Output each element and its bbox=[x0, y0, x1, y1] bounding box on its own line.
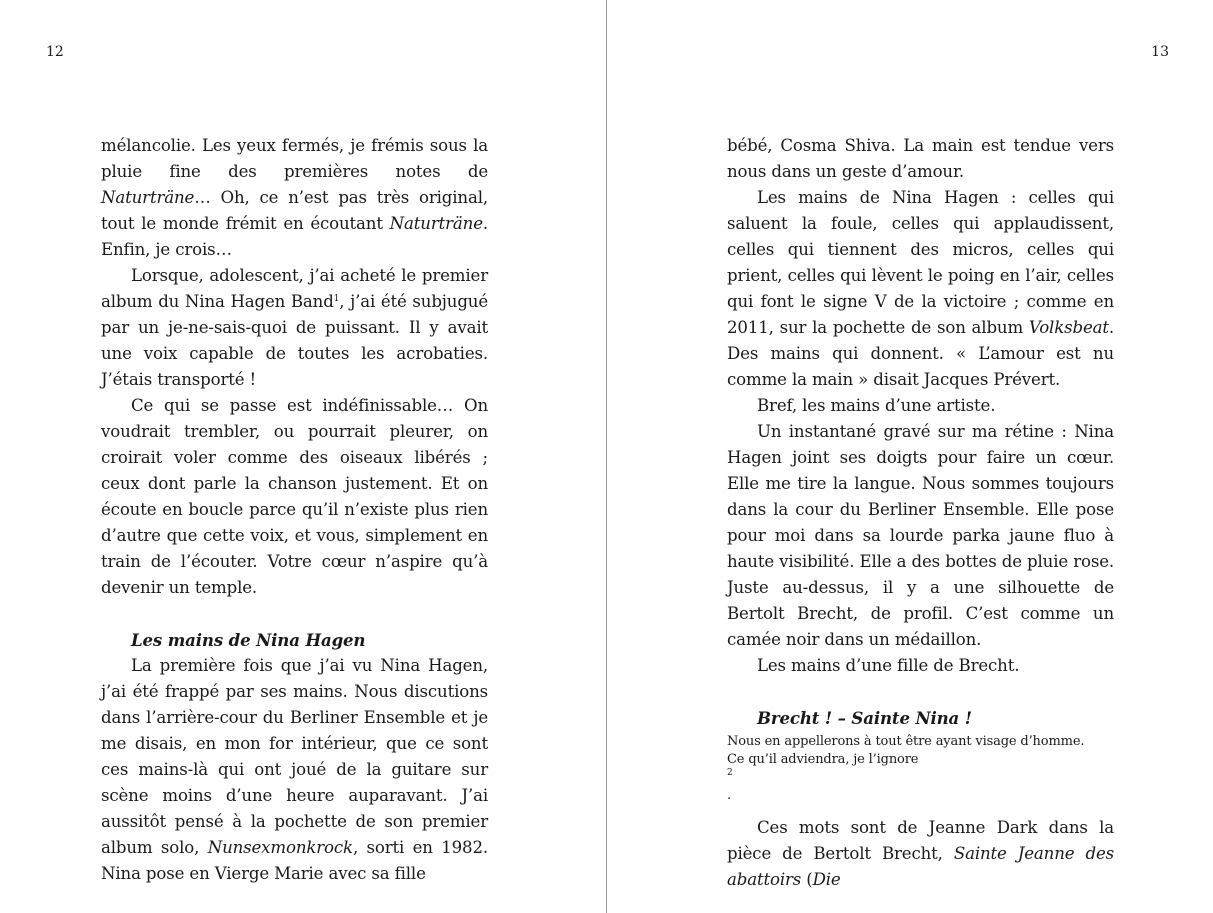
right-text-column bbox=[727, 133, 1114, 893]
footnote-ref[interactable]: 1 bbox=[333, 294, 340, 304]
page-number-right: 13 bbox=[1151, 44, 1169, 60]
section-heading: Brecht ! – Sainte Nina ! bbox=[757, 708, 972, 728]
album-title: Naturträne bbox=[101, 188, 195, 207]
album-title: Naturträne bbox=[389, 214, 483, 233]
paragraph: Les mains de Nina Hagen : celles qui saluent la foule, celles qui applaudissent, celles qui tiennent des micros, celles qui prient, celles qui lèvent le poing en l’air, celles qui font le signe V de la victoire ; comme en 2011, sur la pochette de son album Volksbeat. Des mains qui donnent. « L’amour est nu comme la main » disait Jacques Prévert. bbox=[727, 188, 1114, 389]
right-page bbox=[607, 0, 1213, 913]
play-title-original: Die bbox=[812, 870, 841, 889]
section-heading: Les mains de Nina Hagen bbox=[131, 630, 366, 650]
left-text-column bbox=[101, 133, 488, 887]
epigraph-line: Ce qu’il adviendra, je l’ignore $^2$ . bbox=[727, 752, 919, 803]
paragraph: bébé, Cosma Shiva. La main est tendue vers nous dans un geste d’amour. bbox=[727, 136, 1114, 181]
footnote-ref[interactable]: 2 bbox=[727, 768, 733, 778]
paragraph: La première fois que j’ai vu Nina Hagen, j’ai été frappé par ses mains. Nous discutions dans l’arrière-cour du Berliner Ensemble et je me disais, en mon for intérieur, que ce sont ces mains-là qui ont joué de la guitare sur scène moins d’une heure auparavant. J’ai aussitôt pensé à la pochette de son premier album solo, Nunsexmonkrock, sorti en 1982. Nina pose en Vierge Marie avec sa fille bbox=[101, 656, 488, 883]
paragraph: mélancolie. Les yeux fermés, je frémis sous la pluie fine des premières notes de Naturträne… Oh, ce n’est pas très original, tout le monde frémit en écoutant Naturträne. Enfin, je crois… bbox=[101, 136, 488, 259]
epigraph-quote bbox=[727, 733, 1114, 805]
page-number-left: 12 bbox=[46, 44, 64, 60]
album-title: Volksbeat bbox=[1028, 318, 1109, 337]
paragraph: Un instantané gravé sur ma rétine : Nina Hagen joint ses doigts pour faire un cœur. Elle me tire la langue. Nous sommes toujours dans la cour du Berliner Ensemble. Elle pose pour moi dans sa lourde parka jaune fluo à haute visibilité. Elle a des bottes de pluie rose. Juste au-dessus, il y a une silhouette de Bertolt Brecht, de profil. C’est comme un camée noir dans un médaillon. bbox=[727, 422, 1114, 649]
paragraph: Ces mots sont de Jeanne Dark dans la pièce de Bertolt Brecht, Sainte Jeanne des abattoirs (Die bbox=[727, 818, 1114, 889]
paragraph: Bref, les mains d’une artiste. bbox=[757, 396, 996, 415]
paragraph: Lorsque, adolescent, j’ai acheté le premier album du Nina Hagen Band$^1$, j’ai été subjugué par un je-ne-sais-quoi de puissant. Il y avait une voix capable de toutes les acrobaties. J’étais transporté ! bbox=[101, 266, 488, 389]
album-title: Nunsexmonkrock bbox=[207, 838, 353, 857]
paragraph: Ce qui se passe est indéfinissable… On voudrait trembler, ou pourrait pleurer, on croirait voler comme des oiseaux libérés ; ceux dont parle la chanson justement. Et on écoute en boucle parce qu’il n’existe plus rien d’autre que cette voix, et vous, simplement en train de l’écouter. Votre cœur n’aspire qu’à devenir un temple. bbox=[101, 396, 488, 597]
play-title: Sainte Jeanne des abattoirs bbox=[727, 844, 1114, 889]
left-page bbox=[0, 0, 606, 913]
paragraph: Les mains d’une fille de Brecht. bbox=[757, 656, 1020, 675]
epigraph-line: Nous en appellerons à tout être ayant visage d’homme. bbox=[727, 734, 1085, 749]
